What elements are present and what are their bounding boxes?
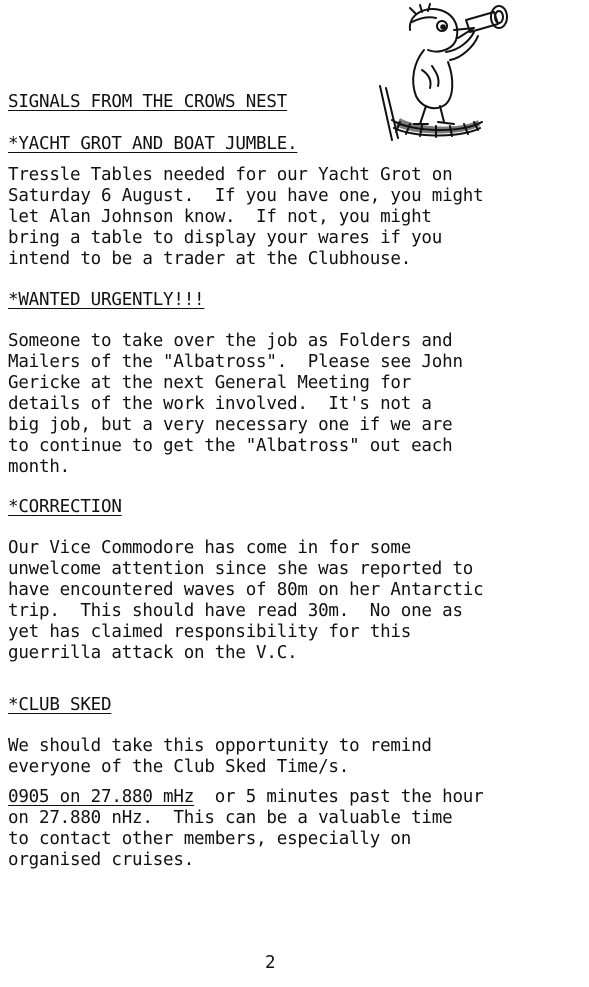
crow-with-telescope-icon — [370, 0, 520, 145]
paragraph-line: details of the work involved. It's not a — [8, 394, 432, 414]
sked-time-frequency: 0905 on 27.880 mHz — [8, 787, 195, 807]
paragraph-line: everyone of the Club Sked Time/s. — [8, 757, 350, 777]
sked-alternative: or 5 minutes past the hour — [194, 787, 484, 807]
paragraph-line: bring a table to display your wares if you — [8, 228, 443, 248]
paragraph-line: Mailers of the "Albatross". Please see John — [8, 352, 463, 372]
paragraph-line: trip. This should have read 30m. No one as — [8, 601, 463, 621]
page-number: 2 — [265, 953, 276, 973]
paragraph-line: Someone to take over the job as Folders and — [8, 331, 453, 351]
paragraph-line: big job, but a very necessary one if we are — [8, 415, 453, 435]
paragraph-line: on 27.880 nHz. This can be a valuable time — [8, 808, 453, 828]
paragraph-line: Our Vice Commodore has come in for some — [8, 538, 412, 558]
paragraph-line: Saturday 6 August. If you have one, you might — [8, 186, 484, 206]
paragraph-line: We should take this opportunity to remind — [8, 736, 432, 756]
sked-frequency — [8, 787, 483, 808]
paragraph-line: organised cruises. — [8, 850, 195, 870]
paragraph-line: unwelcome attention since she was reported to — [8, 559, 474, 579]
paragraph-line: yet has claimed responsibility for this — [8, 622, 412, 642]
section-heading-club-sked: *CLUB SKED — [8, 695, 112, 715]
paragraph-line: have encountered waves of 80m on her Antarctic — [8, 580, 484, 600]
section-heading-correction: *CORRECTION — [8, 497, 122, 517]
paragraph-line: to continue to get the "Albatross" out each — [8, 436, 453, 456]
section-heading-wanted: *WANTED URGENTLY!!! — [8, 290, 205, 310]
page-title: SIGNALS FROM THE CROWS NEST — [8, 92, 288, 112]
paragraph-line: to contact other members, especially on — [8, 829, 412, 849]
paragraph-line: intend to be a trader at the Clubhouse. — [8, 249, 412, 269]
paragraph-line: let Alan Johnson know. If not, you might — [8, 207, 432, 227]
paragraph-line: guerrilla attack on the V.C. — [8, 643, 298, 663]
section-heading-yacht-grot: *YACHT GROT AND BOAT JUMBLE. — [8, 134, 298, 154]
paragraph-line: Tressle Tables needed for our Yacht Grot on — [8, 165, 453, 185]
paragraph-line: Gericke at the next General Meeting for — [8, 373, 412, 393]
paragraph-line: month. — [8, 457, 71, 477]
